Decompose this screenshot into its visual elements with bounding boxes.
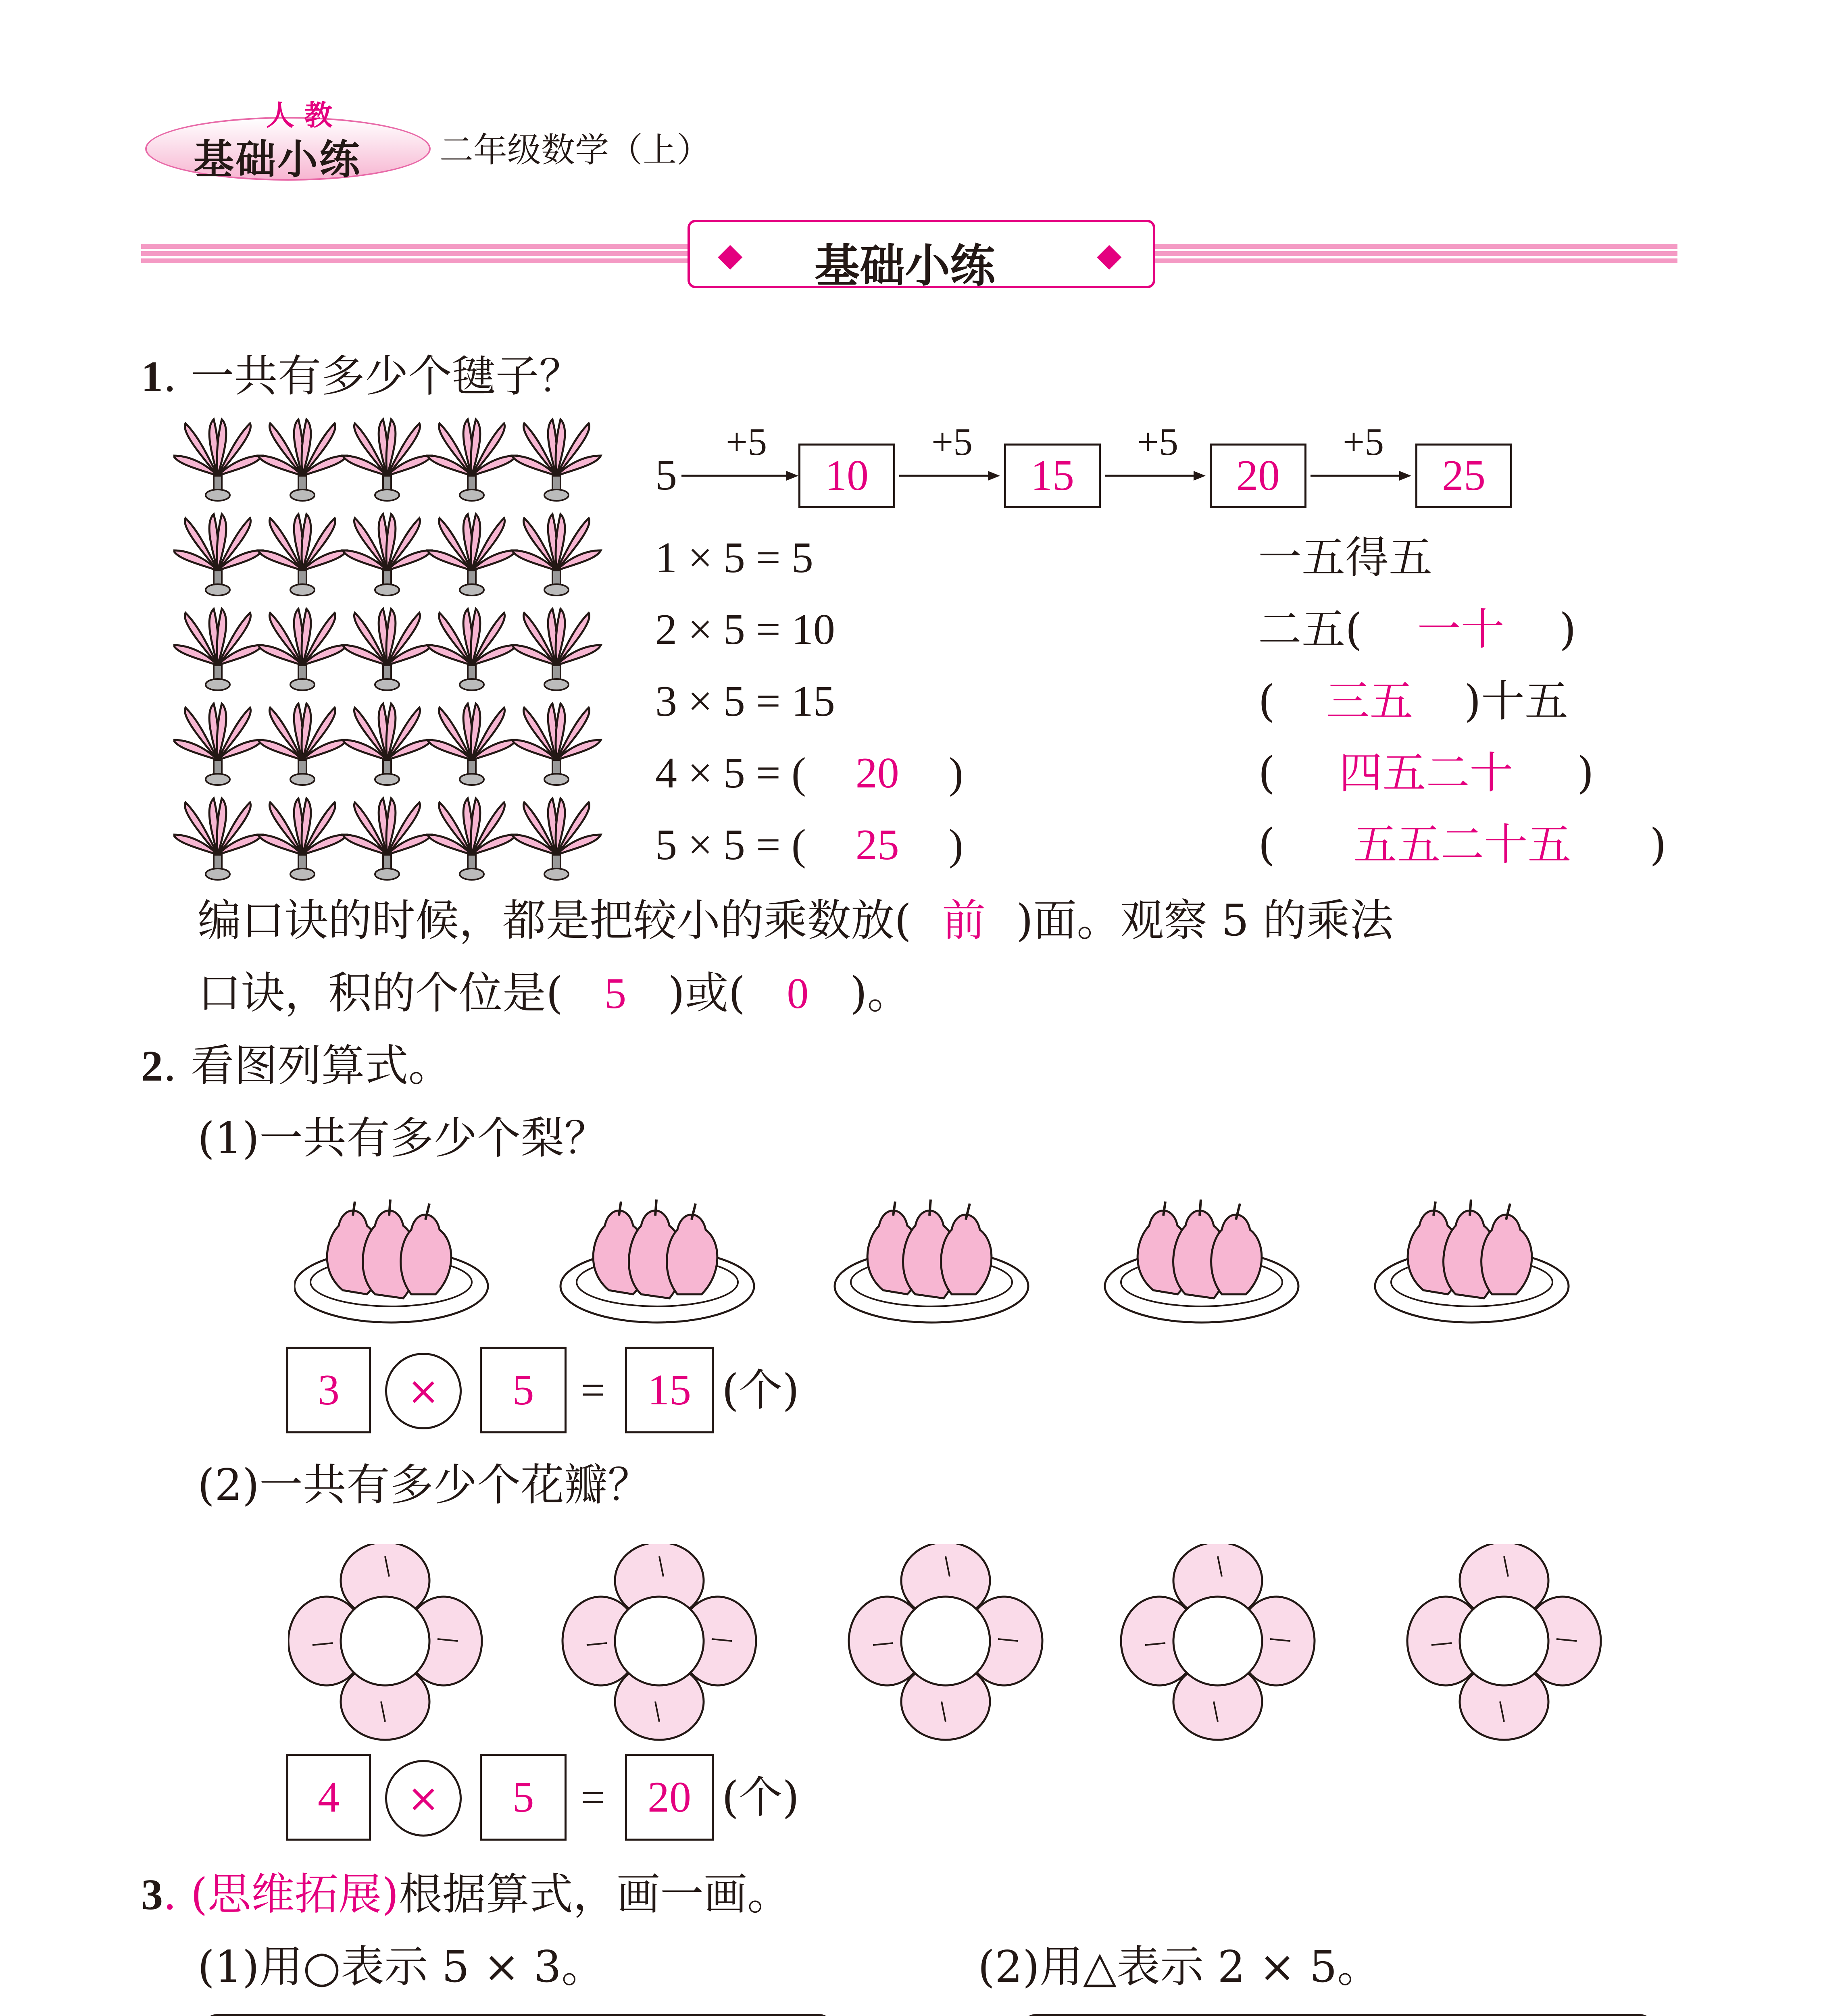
summary-answer[interactable]: 5 bbox=[604, 970, 627, 1018]
step-label-3: +5 bbox=[1137, 420, 1179, 463]
equation-expr: 2 × 5 = 10 bbox=[655, 606, 835, 654]
summary-answer[interactable]: 前 bbox=[942, 896, 986, 946]
q3-number: 3 bbox=[141, 1871, 163, 1919]
subject-label: 二年级数学（上） bbox=[440, 130, 711, 170]
summary-answer[interactable]: 0 bbox=[787, 970, 809, 1018]
mnemonic-prefix: ( bbox=[1258, 820, 1275, 870]
mnemonic-prefix: 二五( bbox=[1258, 604, 1363, 655]
chain-answer-box[interactable]: 25 bbox=[1415, 444, 1512, 508]
equation-expr: 5 × 5 = ( bbox=[655, 821, 806, 869]
series-label: 基础小练 bbox=[194, 136, 361, 183]
q2-part1-label: (1)一共有多少个梨？ bbox=[198, 1113, 608, 1164]
arrow-1 bbox=[681, 468, 802, 484]
mnemonic-row bbox=[1258, 676, 1568, 727]
q1-question: . 一共有多少个毽子？ bbox=[163, 351, 583, 402]
q2-title: . 看图列算式。 bbox=[163, 1041, 452, 1091]
arrow-3 bbox=[1105, 468, 1210, 484]
mnemonic-prefix: ( bbox=[1258, 676, 1275, 727]
pear-plates bbox=[294, 1193, 1625, 1347]
equation-close: ) bbox=[948, 749, 963, 797]
mnemonic-text: 一五得五 bbox=[1258, 533, 1433, 583]
mnemonic-answer[interactable]: 一十 bbox=[1417, 604, 1504, 655]
equation-expr: 3 × 5 = 15 bbox=[655, 677, 835, 725]
arrow-2 bbox=[899, 468, 1004, 484]
mnemonic-suffix: ) bbox=[1649, 820, 1667, 870]
equation-answer[interactable]: 20 bbox=[855, 749, 899, 797]
pear-factor-b[interactable]: 5 bbox=[480, 1347, 567, 1433]
diamond-left-icon: ◆ bbox=[718, 236, 743, 273]
summary-text: 编口诀的时候，都是把较小的乘数放( bbox=[198, 896, 912, 946]
flowers bbox=[288, 1544, 1619, 1746]
pear-factor-a[interactable]: 3 bbox=[286, 1347, 371, 1433]
step-label-4: +5 bbox=[1343, 420, 1384, 463]
summary-text: 口诀，积的个位是( bbox=[198, 968, 563, 1018]
mnemonic-row bbox=[1258, 820, 1667, 870]
mnemonic-suffix: ) bbox=[1577, 748, 1594, 798]
equation-expr: 4 × 5 = ( bbox=[655, 749, 806, 797]
q3-heading bbox=[141, 1869, 791, 1920]
header-logo bbox=[137, 93, 435, 185]
pear-operator[interactable]: × bbox=[385, 1353, 462, 1429]
petal-factor-b[interactable]: 5 bbox=[480, 1754, 567, 1841]
mnemonic-answer[interactable]: 三五 bbox=[1326, 676, 1413, 727]
pear-unit: (个) bbox=[722, 1365, 800, 1416]
shuttlecock-grid bbox=[173, 415, 617, 899]
chain-answer-box[interactable]: 20 bbox=[1210, 444, 1306, 508]
mnemonic-row bbox=[1258, 748, 1594, 798]
mnemonic-answer[interactable]: 四五二十 bbox=[1339, 748, 1513, 798]
equation-row bbox=[655, 749, 963, 797]
mnemonic-answer[interactable]: 五五二十五 bbox=[1353, 820, 1571, 870]
summary-text: )面。观察 5 的乘法 bbox=[1016, 896, 1394, 946]
petal-factor-a[interactable]: 4 bbox=[286, 1754, 371, 1841]
petal-unit: (个) bbox=[722, 1772, 800, 1823]
q1-heading bbox=[141, 351, 583, 402]
summary-text: )或( bbox=[668, 968, 746, 1018]
equation-answer[interactable]: 25 bbox=[855, 821, 899, 869]
chain-start: 5 bbox=[655, 451, 677, 499]
step-label-1: +5 bbox=[726, 420, 767, 463]
pear-equals: = bbox=[581, 1366, 605, 1414]
q1-summary-line2 bbox=[198, 968, 911, 1018]
equation-expr: 1 × 5 = 5 bbox=[655, 534, 813, 582]
q1-number: 1 bbox=[141, 353, 163, 401]
petal-result[interactable]: 20 bbox=[625, 1754, 714, 1841]
arrow-4 bbox=[1311, 468, 1415, 484]
equation-row bbox=[655, 536, 813, 580]
mnemonic-suffix: )十五 bbox=[1464, 676, 1568, 727]
q3-tag: . (思维拓展) bbox=[163, 1869, 399, 1920]
mnemonic-suffix: ) bbox=[1559, 604, 1576, 655]
circle-drawing-box[interactable] bbox=[202, 2014, 835, 2016]
q2-number: 2 bbox=[141, 1042, 163, 1090]
mnemonic-row bbox=[1258, 533, 1433, 583]
q1-summary-line1 bbox=[198, 896, 1394, 946]
q2-heading bbox=[141, 1041, 452, 1091]
triangle-drawing-box[interactable] bbox=[1020, 2014, 1655, 2016]
pear-result[interactable]: 15 bbox=[625, 1347, 714, 1433]
step-label-2: +5 bbox=[931, 420, 973, 463]
summary-text: )。 bbox=[850, 968, 911, 1018]
equation-close: ) bbox=[948, 821, 963, 869]
equation-row bbox=[655, 823, 963, 867]
q2-part2-label: (2)一共有多少个花瓣？ bbox=[198, 1460, 651, 1510]
mnemonic-prefix: ( bbox=[1258, 748, 1275, 798]
chain-answer-box[interactable]: 15 bbox=[1004, 444, 1101, 508]
petal-operator[interactable]: × bbox=[385, 1760, 462, 1837]
mnemonic-row bbox=[1258, 604, 1576, 655]
q3-part1-label: (1)用○表示 5 × 3。 bbox=[198, 1942, 605, 1992]
title-band-left bbox=[141, 244, 690, 263]
q3-part2-label: (2)用△表示 2 × 5。 bbox=[978, 1942, 1381, 1992]
equation-row bbox=[655, 608, 835, 652]
petal-equals: = bbox=[581, 1774, 605, 1822]
publisher-label: 人 教 bbox=[266, 99, 333, 132]
diamond-right-icon: ◆ bbox=[1097, 236, 1122, 273]
title-band-right bbox=[1153, 244, 1677, 263]
section-title: 基础小练 bbox=[815, 240, 995, 292]
chain-answer-box[interactable]: 10 bbox=[798, 444, 895, 508]
equation-row bbox=[655, 677, 835, 725]
q3-title: 根据算式，画一画。 bbox=[398, 1869, 791, 1920]
